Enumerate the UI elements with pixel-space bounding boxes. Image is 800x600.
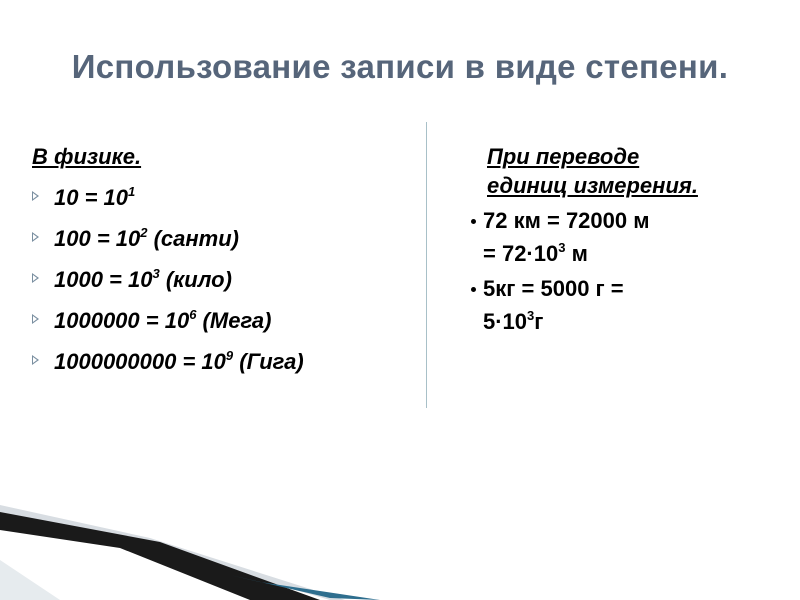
list-item <box>465 274 698 336</box>
item-suffix: (Гига) <box>233 349 304 374</box>
corner-stripe-accent <box>230 575 380 600</box>
list-item <box>465 206 698 268</box>
item-base: 1000000 = 10 <box>54 308 190 333</box>
item-base: 1000000000 = 10 <box>54 349 226 374</box>
list-item <box>32 218 304 259</box>
arrow-bullet-icon <box>32 273 39 283</box>
item-base: 10 = 10 <box>54 185 129 210</box>
item-line-1: 5кг = 5000 г = <box>483 276 624 301</box>
corner-stripe-dark <box>0 512 320 600</box>
list-item <box>32 259 304 300</box>
item-exponent: 3 <box>152 266 160 281</box>
list-item <box>32 341 304 382</box>
item-line-2 <box>483 307 698 336</box>
item-line-2 <box>483 239 698 268</box>
physics-heading: В физике. <box>32 144 142 169</box>
item-exponent: 3 <box>527 308 535 323</box>
item-base: 100 = 10 <box>54 226 141 251</box>
item-exponent: 2 <box>140 225 148 240</box>
item-base: 1000 = 10 <box>54 267 153 292</box>
arrow-bullet-icon <box>32 191 39 201</box>
item-exponent: 1 <box>128 184 136 199</box>
item-exponent: 9 <box>225 348 234 363</box>
arrow-bullet-icon <box>32 232 39 242</box>
item-line-2-unit: г <box>534 309 544 334</box>
dot-bullet-icon <box>471 287 476 292</box>
item-suffix: (кило) <box>159 267 232 292</box>
column-divider <box>426 122 427 408</box>
list-item <box>32 177 304 218</box>
dot-bullet-icon <box>471 219 476 224</box>
corner-stripe-faint <box>0 540 60 600</box>
units-heading-line-2: единиц измерения. <box>487 173 698 198</box>
slide-title: Использование записи в виде степени. <box>71 48 729 85</box>
units-column <box>465 142 698 336</box>
item-line-2-main: = 72·10 <box>483 241 559 266</box>
item-line-2-main: 5·10 <box>483 309 528 334</box>
physics-column <box>32 136 304 382</box>
item-suffix: (санти) <box>147 226 240 251</box>
arrow-bullet-icon <box>32 355 39 365</box>
item-exponent: 3 <box>558 240 566 255</box>
units-heading-line-1: При переводе <box>487 144 640 169</box>
corner-stripe-light <box>0 505 345 600</box>
item-exponent: 6 <box>189 307 197 322</box>
list-item <box>32 300 304 341</box>
item-line-1: 72 км = 72000 м <box>483 208 650 233</box>
item-line-2-unit: м <box>565 241 588 266</box>
arrow-bullet-icon <box>32 314 39 324</box>
item-suffix: (Мега) <box>196 308 272 333</box>
